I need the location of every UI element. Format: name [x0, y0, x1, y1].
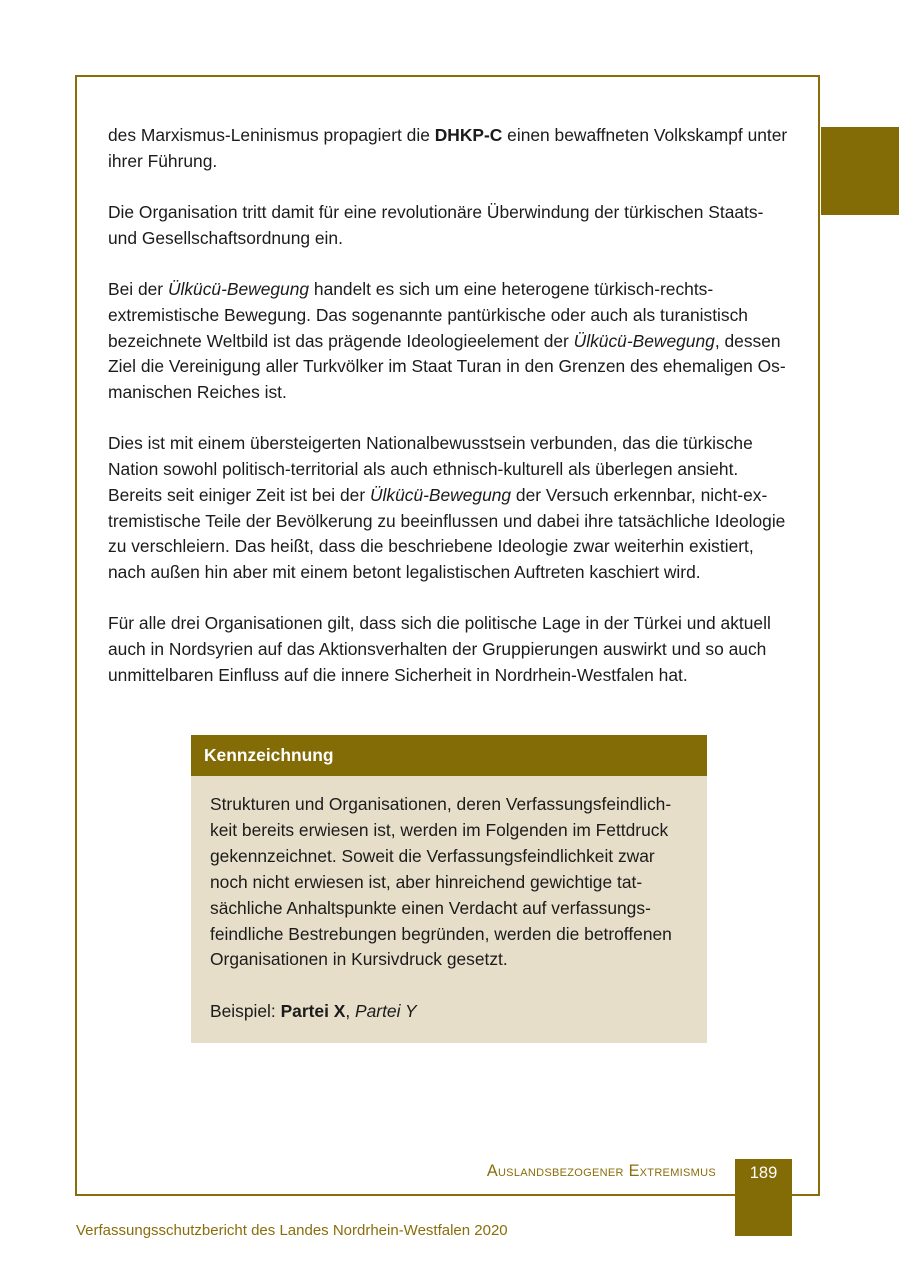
info-box-text: Strukturen und Organisationen, deren Verfassungsfeindlichkeit bereits erwiesen ist, werden im Folgenden im Fettdruck gekennzeichnet. Soweit die Verfassungsfeindlichkeit zwar noch nicht erwiesen ist, aber hinreichend gewichtige tatsächliche Anhaltspunkte einen Verdacht auf verfassungsfeindliche Bestrebungen begründen, werden die betroffenen Organisationen in Kursivdruck gesetzt.: [210, 794, 672, 970]
paragraph-revolution: [108, 200, 793, 251]
report-title: Verfassungsschutzbericht des Landes Nordrhein-Westfalen 2020: [76, 1222, 508, 1239]
text-run: einen bewaffneten Volkskampf unter ihrer Führung.: [108, 125, 788, 171]
paragraph-nationalism: [108, 431, 793, 585]
organisation-name-bold: DHKP-C: [434, 125, 503, 145]
organisation-name-italic: Ülkücü-Bewegung: [573, 330, 715, 351]
paragraph-uelkuecue: [108, 277, 793, 406]
organisation-name-italic: Ülkücü-Bewegung: [369, 484, 512, 505]
info-box-example: [210, 999, 687, 1025]
page-number: 189: [749, 1164, 778, 1182]
section-title: Auslandsbezogener Extremismus: [486, 1162, 716, 1180]
text-run: , dessen Ziel die Vereinigung aller Turkvölker im Staat Turan in den Grenzen des ehemaligen Osmanischen Reiches ist.: [108, 330, 786, 402]
organisation-name-italic: Ülkücü-Bewegung: [167, 279, 310, 300]
text-run: der Versuch erkennbar, nicht-extremistische Teile der Bevölkerung zu beeinflussen und dabei ihre tatsächliche Ideologie zu verschleiern. Das heißt, dass die beschriebene Ideologie zwar weiterhin existiert, nach außen hin aber mit einem betont legalistischen Auftreten kaschiert wird.: [108, 484, 786, 582]
info-box-body: [191, 776, 707, 1025]
main-text: [108, 123, 793, 714]
example-italic: Partei Y: [355, 1001, 417, 1022]
paragraph-conclusion: [108, 611, 793, 688]
text-run: Bei der: [108, 279, 168, 300]
chapter-tab-marker: [821, 127, 899, 215]
paragraph-dhkpc: [108, 123, 793, 174]
example-separator: ,: [345, 1001, 356, 1022]
example-bold: Partei X: [280, 1001, 346, 1022]
info-box-title: Kennzeichnung: [191, 735, 707, 776]
text-run: Für alle drei Organisationen gilt, dass sich die politische Lage in der Türkei und aktuell auch in Nordsyrien auf das Aktionsverhalten der Gruppierungen auswirkt und so auch unmittelbaren Einfluss auf die innere Sicherheit in Nordrhein-Westfalen hat.: [108, 613, 771, 685]
text-run: handelt es sich um eine heterogene türkisch-rechtsextremistische Bewegung. Das sogenannte pantürkische oder auch als turanistisch bezeichnete Weltbild ist das prägende Ideologieelement der: [108, 279, 748, 351]
text-run: Die Organisation tritt damit für eine revolutionäre Überwindung der türkischen Staats- und Gesellschaftsordnung ein.: [108, 202, 764, 248]
marking-info-box: [191, 735, 707, 1043]
example-prefix: Beispiel:: [210, 1001, 281, 1022]
text-run: des Marxismus-Leninismus propagiert die: [108, 125, 435, 145]
text-run: Dies ist mit einem übersteigerten Nationalbewusstsein verbunden, das die türkische Nation sowohl politisch-territorial als auch ethnisch-kulturell als überlegen ansieht. Bereits seit einiger Zeit ist bei der: [108, 433, 753, 505]
